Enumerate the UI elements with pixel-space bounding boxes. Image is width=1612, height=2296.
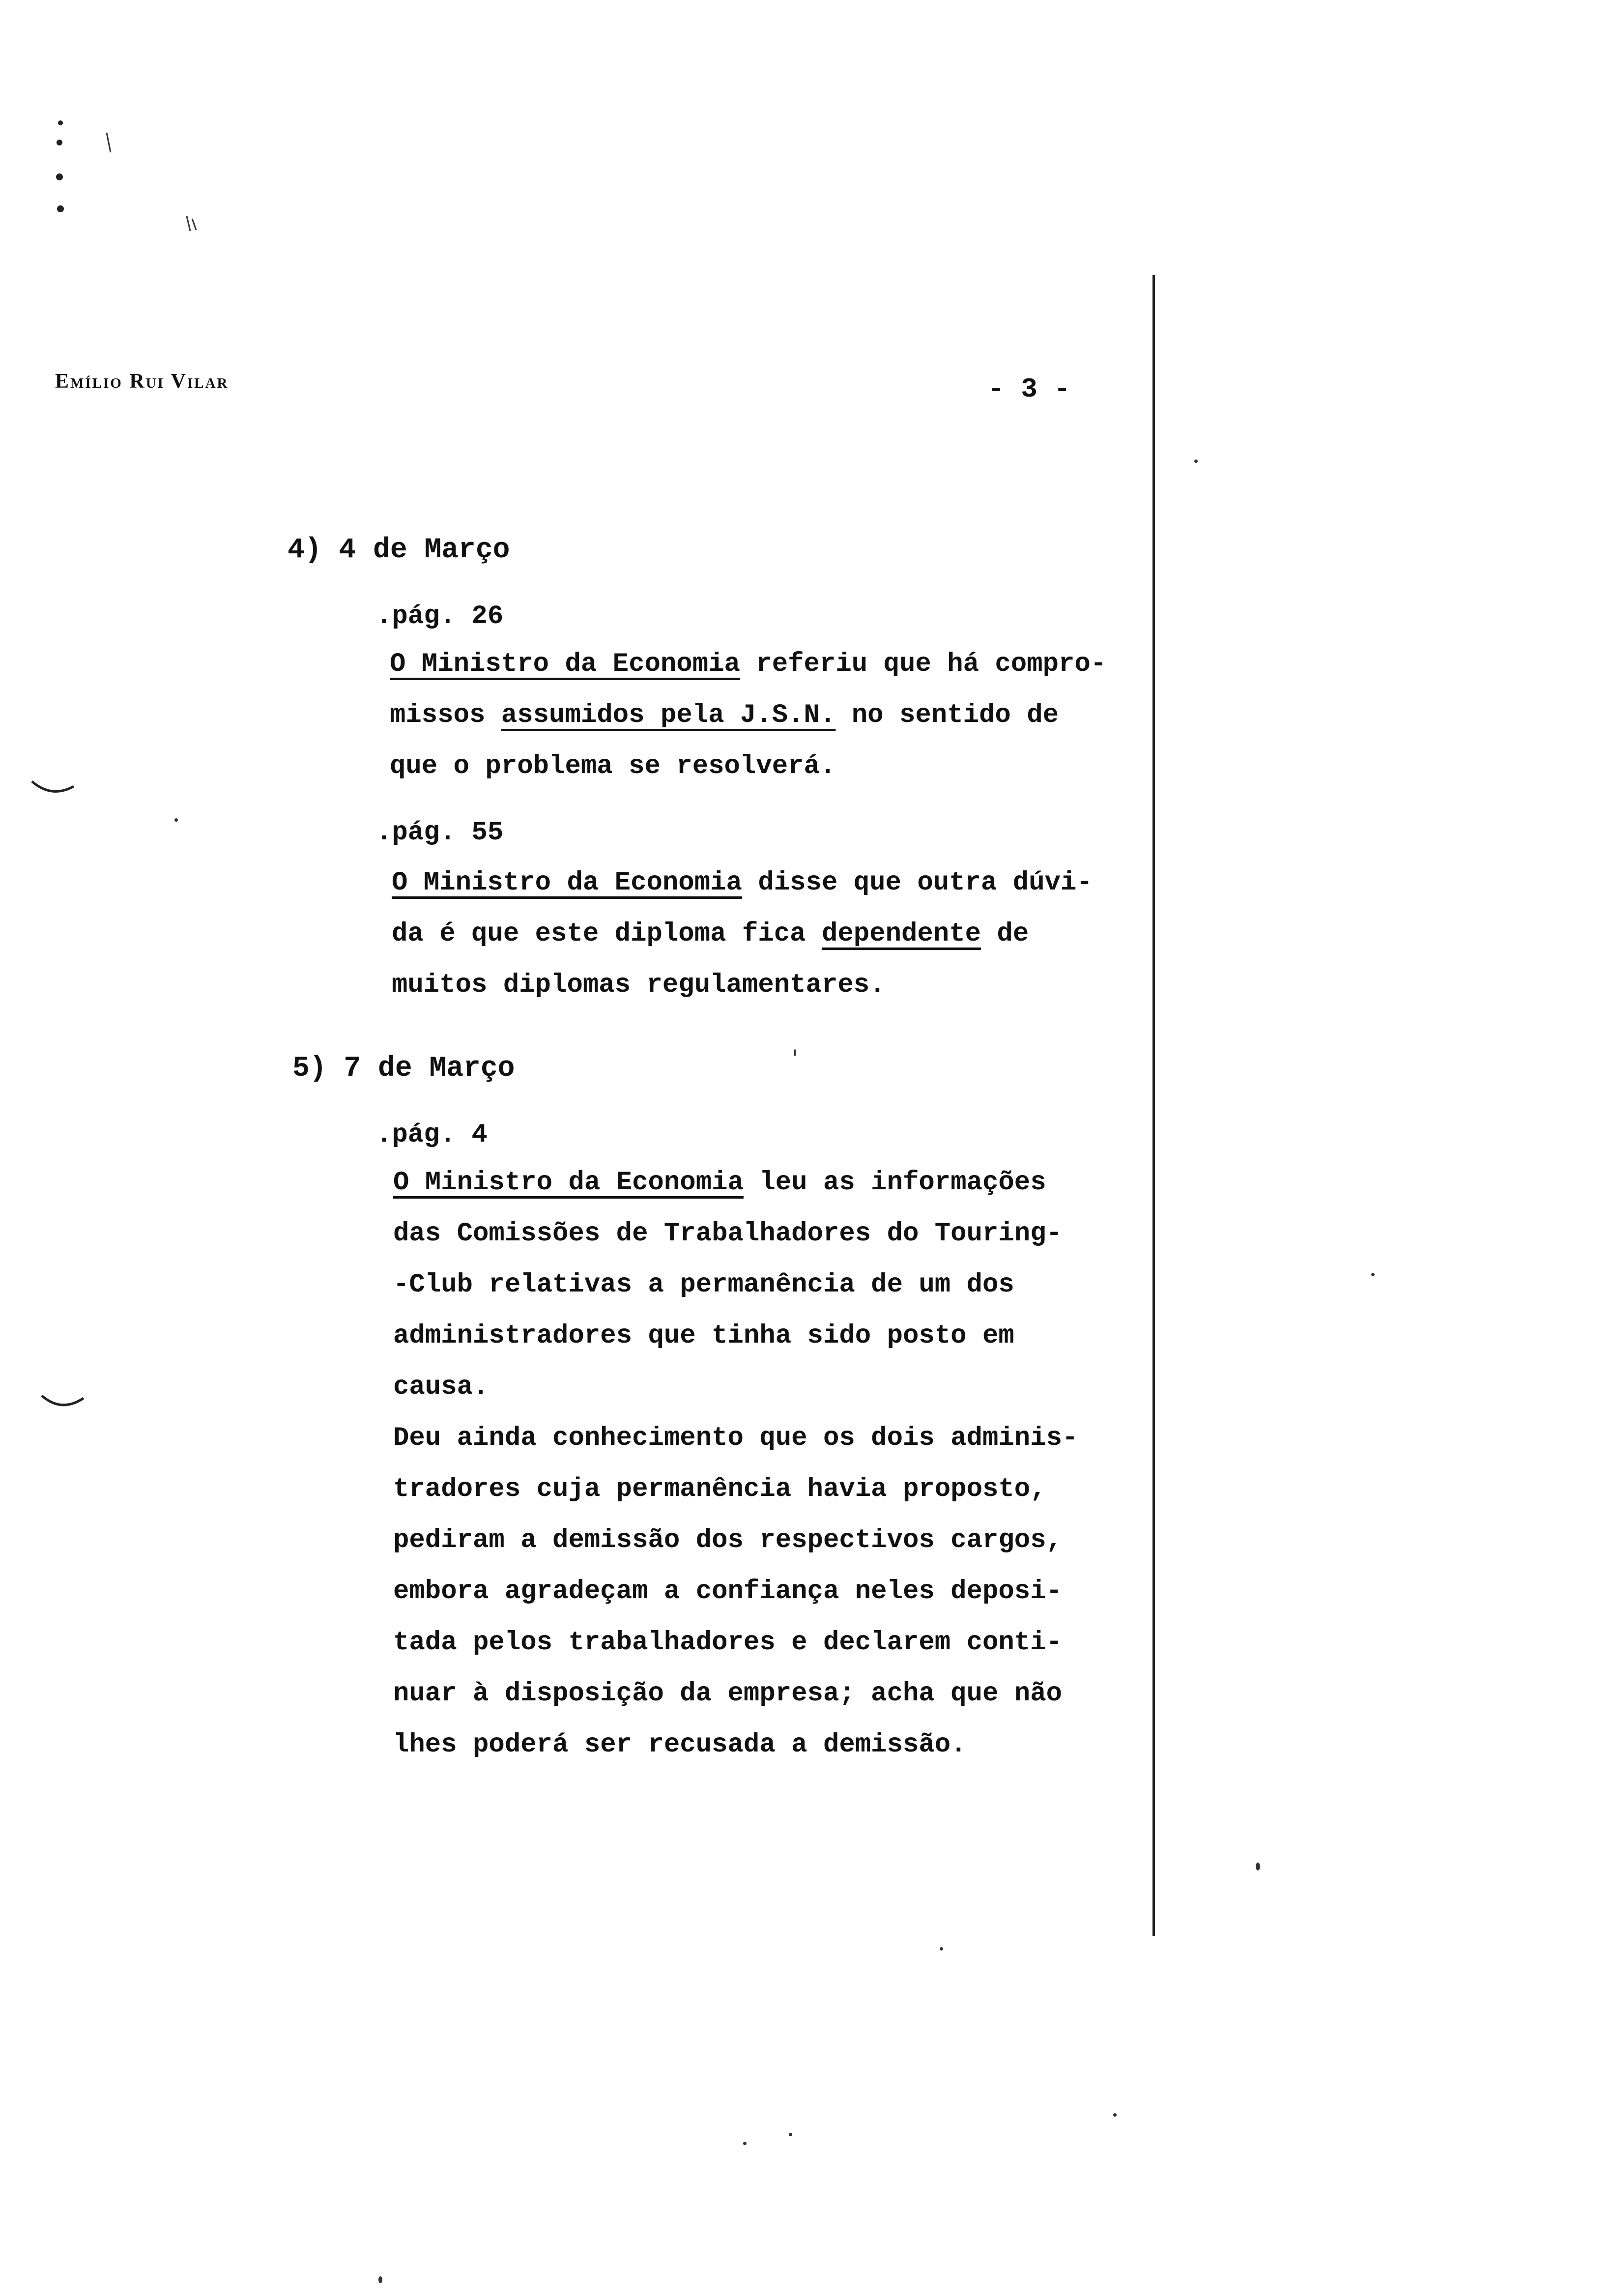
text-line <box>390 741 1106 792</box>
text-line <box>393 1311 1078 1362</box>
punch-hole-mark-top <box>29 776 79 806</box>
text-run: pediram a demissão dos respectivos cargos, <box>393 1525 1063 1555</box>
minute-paragraph <box>393 1157 1078 1771</box>
speck <box>940 1947 943 1951</box>
text-run: que o problema se resolverá. <box>390 751 836 781</box>
underlined-phrase: O Ministro da Economia <box>392 868 742 898</box>
text-run: disse que outra dúvi- <box>742 868 1093 898</box>
speck <box>1371 1273 1375 1276</box>
speck <box>378 2276 382 2283</box>
section-heading: 4) 4 de Março <box>288 534 510 566</box>
page-reference: .pág. 55 <box>376 818 504 848</box>
underlined-phrase: O Ministro da Economia <box>390 649 740 679</box>
text-run: muitos diplomas regulamentares. <box>392 970 886 1000</box>
minute-paragraph <box>390 639 1106 792</box>
underlined-phrase: O Ministro da Economia <box>393 1168 744 1198</box>
text-line <box>390 639 1106 690</box>
section-heading: 5) 7 de Março <box>292 1053 515 1085</box>
text-run: tradores cuja permanência havia proposto, <box>393 1474 1046 1504</box>
text-run: nuar à disposição da empresa; acha que não <box>393 1679 1063 1709</box>
speck <box>794 1049 796 1056</box>
text-run: embora agradeçam a confiança neles deposi- <box>393 1577 1063 1607</box>
text-line <box>393 1566 1078 1617</box>
text-line <box>393 1362 1078 1413</box>
speck <box>174 818 178 822</box>
text-line <box>393 1464 1078 1515</box>
underlined-phrase: dependente <box>821 919 981 949</box>
text-line <box>393 1668 1078 1720</box>
text-line <box>393 1157 1078 1208</box>
text-run: tada pelos trabalhadores e declarem conti- <box>393 1628 1063 1658</box>
page-number: - 3 - <box>988 373 1071 405</box>
text-run: lhes poderá ser recusada a demissão. <box>393 1730 967 1760</box>
scan-marks-top-left <box>47 113 233 241</box>
text-run: missos <box>390 700 501 730</box>
text-line <box>392 960 1093 1011</box>
speck <box>1113 2113 1117 2117</box>
text-line <box>393 1260 1078 1311</box>
text-run: administradores que tinha sido posto em <box>393 1321 1014 1351</box>
letterhead: Emílio Rui Vilar <box>55 370 229 393</box>
text-line <box>390 690 1106 741</box>
text-run: das Comissões de Trabalhadores do Touring- <box>393 1219 1063 1249</box>
text-line <box>392 858 1093 909</box>
text-run: de <box>981 919 1029 949</box>
punch-hole-mark-bottom <box>39 1391 88 1420</box>
minute-paragraph <box>392 858 1093 1011</box>
text-line <box>393 1515 1078 1566</box>
page-reference: .pág. 26 <box>376 602 504 631</box>
text-run: causa. <box>393 1372 489 1402</box>
speck <box>1256 1863 1260 1870</box>
text-line <box>393 1413 1078 1464</box>
text-line <box>392 909 1093 960</box>
text-run: no sentido de <box>835 700 1059 730</box>
speck <box>789 2133 792 2136</box>
text-run: referiu que há compro- <box>740 649 1107 679</box>
speck <box>743 2142 747 2145</box>
page-reference: .pág. 4 <box>376 1120 488 1150</box>
text-line <box>393 1208 1078 1260</box>
text-run: -Club relativas a permanência de um dos <box>393 1270 1014 1300</box>
speck <box>1194 459 1198 463</box>
text-run: Deu ainda conhecimento que os dois adminis- <box>393 1423 1078 1453</box>
text-line <box>393 1720 1078 1771</box>
margin-rule <box>1152 275 1155 1936</box>
text-line <box>393 1617 1078 1668</box>
underlined-phrase: assumidos pela J.S.N. <box>501 700 836 730</box>
text-run: leu as informações <box>743 1168 1046 1198</box>
text-run: da é que este diploma fica <box>392 919 822 949</box>
